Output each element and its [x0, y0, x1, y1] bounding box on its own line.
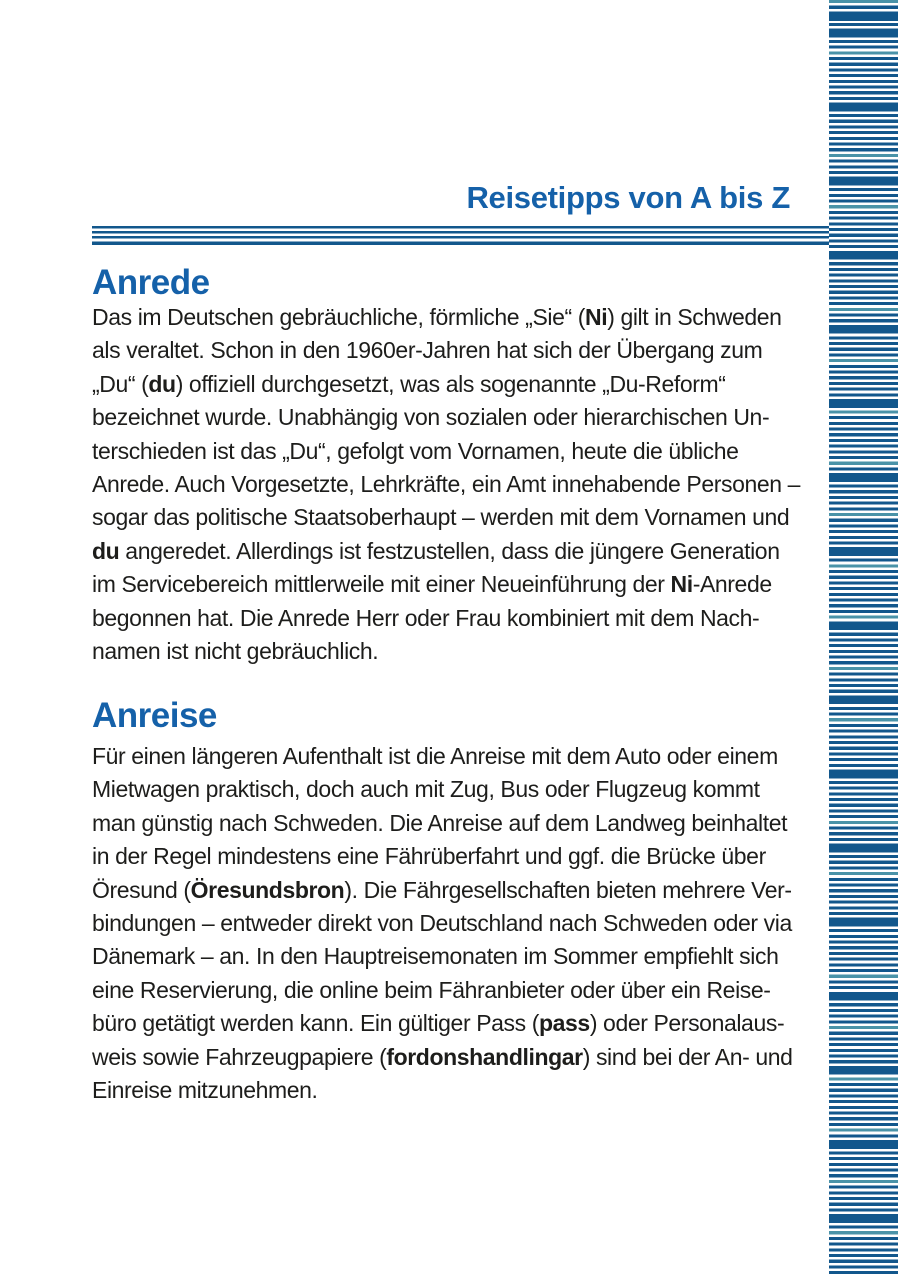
text-line: sogar das politische Staatsoberhaupt – werden mit dem Vornamen und [92, 504, 790, 531]
text-line: in der Regel mindestens eine Fährüberfahrt und ggf. die Brücke über [92, 843, 766, 870]
text-line: Das im Deutschen gebräuchliche, förmliche „Sie“ (Ni) gilt in Schweden [92, 304, 782, 330]
text-line: „Du“ (du) offiziell durchgesetzt, was als sogenannte „Du-Reform“ [92, 370, 726, 397]
text-line: Einreise mitzunehmen. [92, 1077, 318, 1104]
header-rule-lines [92, 226, 829, 245]
text-line: weis sowie Fahrzeugpapiere (fordonshandlingar) sind bei der An- und [92, 1043, 793, 1070]
page-header-title: Reisetipps von A bis Z [466, 180, 790, 215]
decorative-stripe-band [829, 0, 898, 1276]
text-line: bindungen – entweder direkt von Deutschland nach Schweden oder via [92, 910, 792, 937]
text-line: Anrede. Auch Vorgesetzte, Lehrkräfte, ein Amt innehabende Personen – [92, 471, 801, 498]
section-heading-anrede: Anrede [92, 263, 210, 302]
text-line: Für einen längeren Aufenthalt ist die Anreise mit dem Auto oder einem [92, 743, 778, 769]
text-line: terschieden ist das „Du“, gefolgt vom Vornamen, heute die übliche [92, 437, 739, 464]
text-line: im Servicebereich mittlerweile mit einer Neueinführung der Ni-Anrede [92, 571, 772, 598]
text-line: Dänemark – an. In den Hauptreisemonaten im Sommer empfiehlt sich [92, 943, 779, 970]
text-line: bezeichnet wurde. Unabhängig von sozialen oder hierarchischen Un- [92, 404, 770, 431]
paragraph-anrede [92, 301, 822, 668]
text-line: als veraltet. Schon in den 1960er-Jahren hat sich der Übergang zum [92, 337, 763, 364]
section-heading-anreise: Anreise [92, 696, 217, 735]
text-line: eine Reservierung, die online beim Fähranbieter oder über ein Reise- [92, 976, 771, 1003]
text-line: du angeredet. Allerdings ist festzustellen, dass die jüngere Generation [92, 537, 780, 564]
paragraph-anreise [92, 740, 822, 1107]
text-line: man günstig nach Schweden. Die Anreise auf dem Landweg beinhaltet [92, 809, 788, 836]
text-line: Öresund (Öresundsbron). Die Fährgesellschaften bieten mehrere Ver- [92, 876, 792, 903]
text-line: büro getätigt werden kann. Ein gültiger Pass (pass) oder Personalaus- [92, 1010, 785, 1037]
text-line: begonnen hat. Die Anrede Herr oder Frau kombiniert mit dem Nach- [92, 604, 760, 631]
text-line: namen ist nicht gebräuchlich. [92, 638, 379, 665]
text-line: Mietwagen praktisch, doch auch mit Zug, Bus oder Flugzeug kommt [92, 776, 760, 803]
